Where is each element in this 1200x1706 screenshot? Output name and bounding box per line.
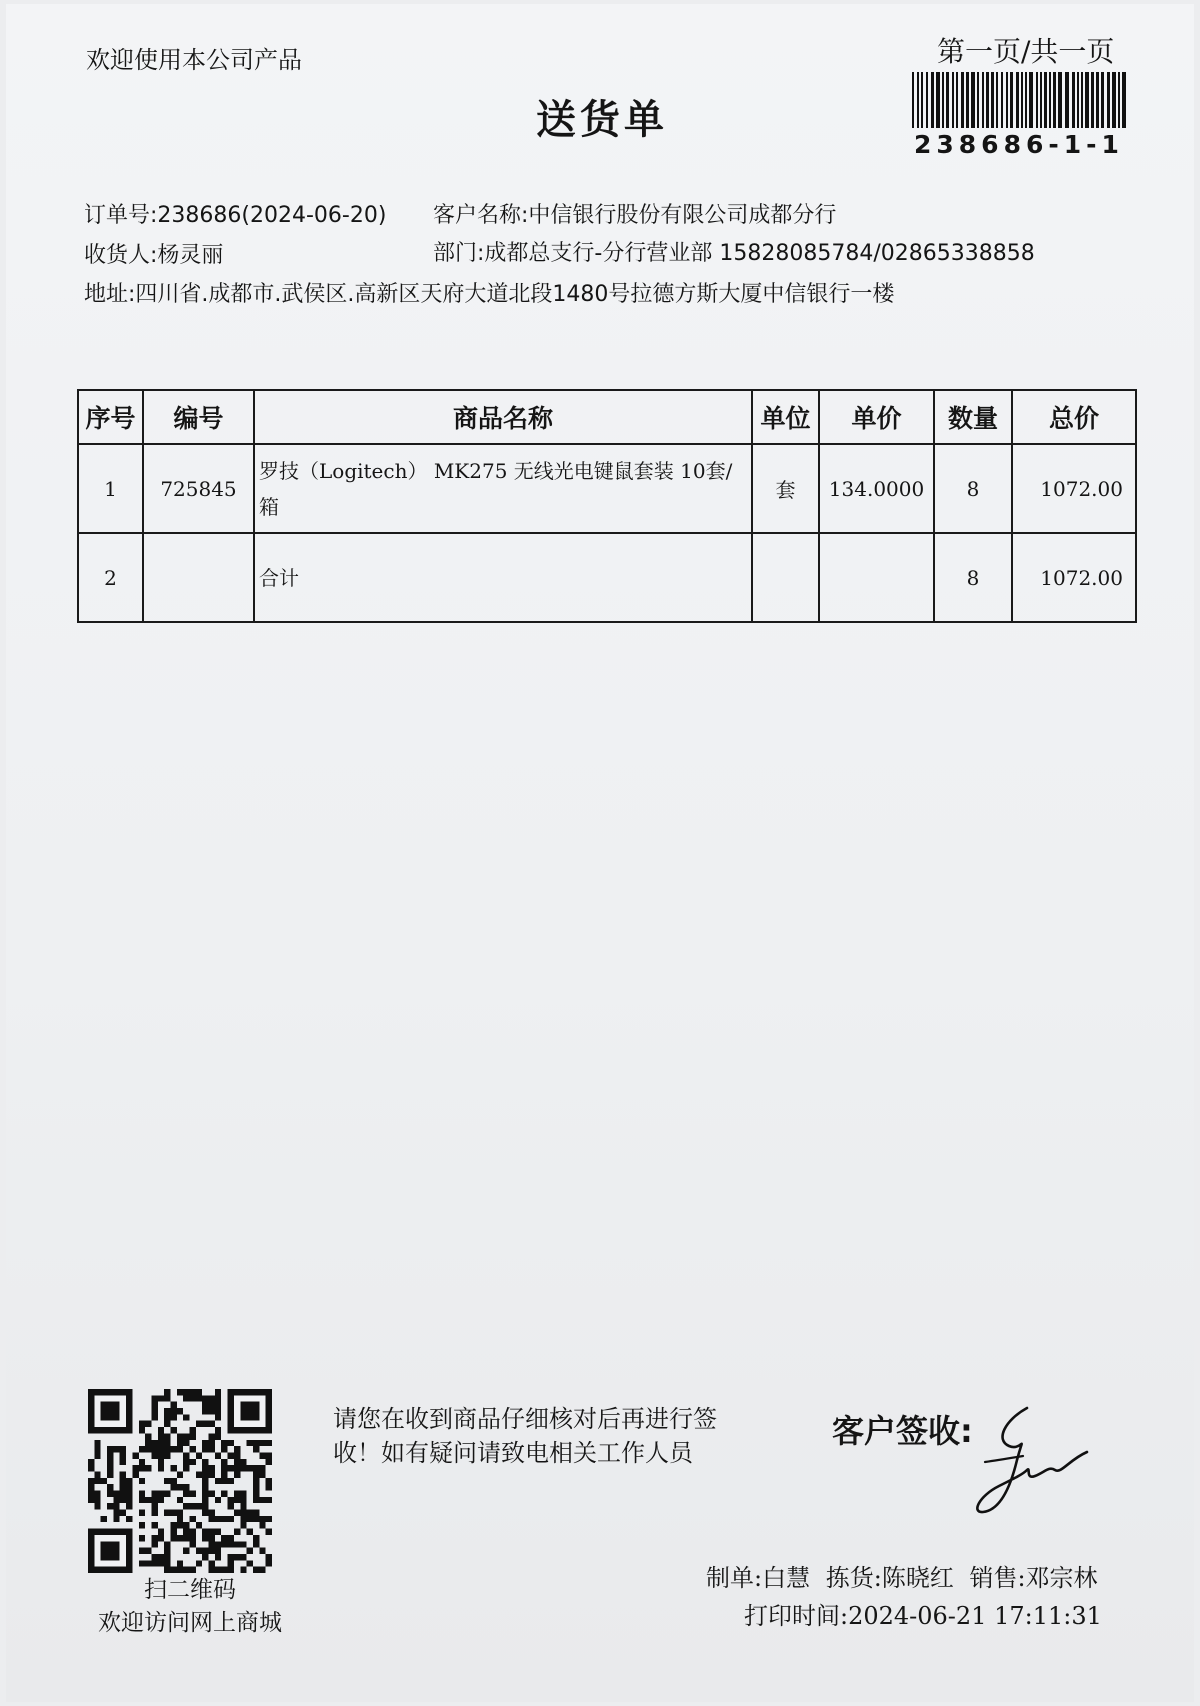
order-label: 订单号: [84, 203, 158, 228]
receiver [84, 238, 223, 269]
receiver-value: 杨灵丽 [157, 243, 224, 268]
cell-product: 罗技（Logitech） MK275 无线光电键鼠套装 10套/箱 [254, 444, 752, 533]
cell-quantity: 8 [934, 444, 1012, 533]
barcode-number: 238686-1-1 [914, 130, 1124, 159]
cell-code [143, 533, 254, 622]
customer-sign-label: 客户签收: [832, 1412, 973, 1450]
order-value: 238686(2024-06-20) [157, 203, 387, 228]
cell-total: 1072.00 [1012, 444, 1136, 533]
col-header-quantity: 数量 [934, 390, 1012, 444]
qr-caption-line-2: 欢迎访问网上商城 [98, 1610, 282, 1636]
address-label: 地址: [84, 282, 136, 307]
cell-quantity: 8 [934, 533, 1012, 622]
table-row [78, 533, 1136, 622]
sales: 销售:邓宗林 [969, 1564, 1098, 1592]
department [433, 236, 1035, 267]
cell-total: 1072.00 [1012, 533, 1136, 622]
col-header-unit: 单位 [752, 390, 819, 444]
cell-index: 1 [78, 444, 143, 533]
cell-unit-price [819, 533, 934, 622]
col-header-total: 总价 [1012, 390, 1136, 444]
document-title: 送货单 [536, 97, 668, 143]
col-header-code: 编号 [143, 390, 254, 444]
department-label: 部门: [433, 241, 485, 266]
qr-code-icon [88, 1389, 272, 1573]
col-header-unit-price: 单价 [819, 390, 934, 444]
customer-value: 中信银行股份有限公司成都分行 [528, 203, 837, 228]
table-header-row [78, 390, 1136, 444]
col-header-index: 序号 [78, 390, 143, 444]
order-number [84, 198, 386, 229]
qr-caption-line-1: 扫二维码 [144, 1577, 236, 1603]
welcome-text: 欢迎使用本公司产品 [86, 46, 302, 74]
receiver-label: 收货人: [84, 243, 158, 268]
maker: 制单:白慧 [706, 1564, 811, 1592]
staff-line [706, 1558, 1106, 1593]
cell-product: 合计 [254, 533, 752, 622]
page-info: 第一页/共一页 [937, 35, 1115, 68]
customer-name [433, 198, 836, 229]
address [84, 277, 894, 308]
customer-label: 客户名称: [433, 203, 529, 228]
cell-unit [752, 533, 819, 622]
department-value: 成都总支行-分行营业部 15828085784/02865338858 [484, 241, 1035, 266]
qr-caption [80, 1574, 300, 1640]
col-header-product: 商品名称 [254, 390, 752, 444]
items-table [77, 389, 1137, 623]
cell-index: 2 [78, 533, 143, 622]
notice-text: 请您在收到商品仔细核对后再进行签收！如有疑问请致电相关工作人员 [333, 1405, 717, 1467]
print-time: 打印时间:2024-06-21 17:11:31 [744, 1602, 1102, 1630]
barcode [912, 72, 1130, 128]
handwritten-signature [965, 1400, 1095, 1520]
table-row [78, 444, 1136, 533]
cell-unit-price: 134.0000 [819, 444, 934, 533]
address-value: 四川省.成都市.武侯区.高新区天府大道北段1480号拉德方斯大厦中信银行一楼 [135, 282, 895, 307]
picker: 拣货:陈晓红 [825, 1564, 954, 1592]
cell-code: 725845 [143, 444, 254, 533]
cell-unit: 套 [752, 444, 819, 533]
